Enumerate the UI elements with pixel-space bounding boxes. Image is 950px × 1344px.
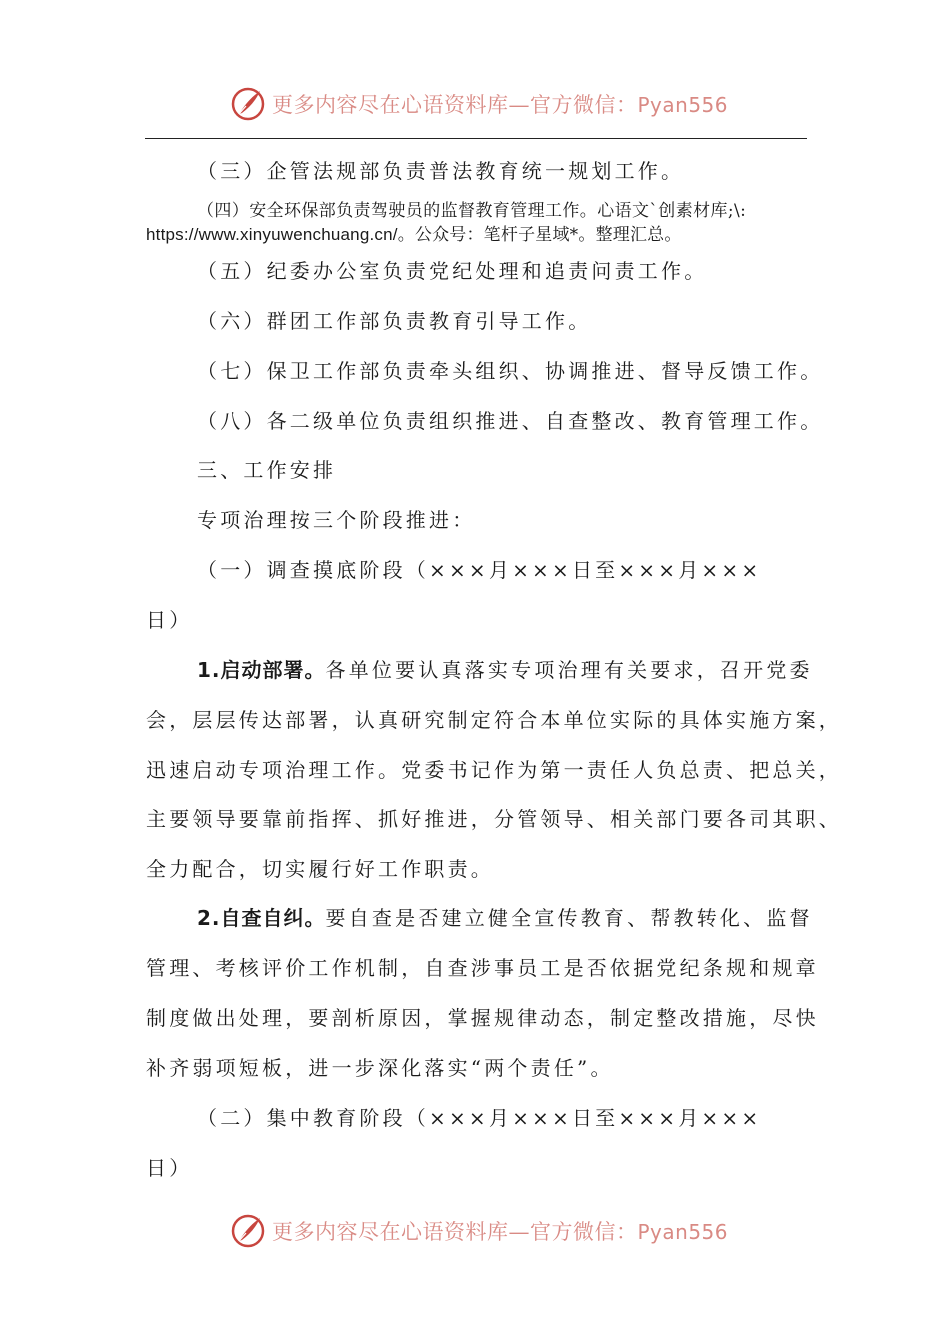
paragraph-line: 迅速启动专项治理工作。党委书记作为第一责任人负总责、把总关，	[146, 758, 842, 782]
paragraph-line: 制度做出处理，要剖析原因，掌握规律动态，制定整改措施，尽快	[146, 1006, 819, 1030]
text-line: https://www.xinyuwenchuang.cn/。公众号：笔杆子星域*。整理汇总。	[146, 225, 682, 245]
paragraph-line: 全力配合，切实履行好工作职责。	[146, 857, 494, 881]
paragraph-lead: 2.自查自纠。	[197, 906, 326, 930]
text-line: （八）各二级单位负责组织推进、自查整改、教育管理工作。	[197, 409, 824, 433]
text-line: （三）企管法规部负责普法教育统一规划工作。	[197, 159, 685, 183]
banner-text: 更多内容尽在心语资料库—官方微信：Pyan556	[272, 93, 729, 117]
paragraph-line: 1.启动部署。各单位要认真落实专项治理有关要求，召开党委	[197, 658, 813, 682]
text-line: （一）调查摸底阶段（×××月×××日至×××月×××	[197, 558, 762, 582]
paragraph-line: 2.自查自纠。要自查是否建立健全宣传教育、帮教转化、监督	[197, 906, 813, 930]
text-line: （四）安全环保部负责驾驶员的监督教育管理工作。心语文`创素材库;\:	[197, 201, 747, 221]
banner-text: 更多内容尽在心语资料库—官方微信：Pyan556	[272, 1220, 729, 1244]
section-heading: 三、工作安排	[197, 458, 337, 482]
paragraph-lead: 1.启动部署。	[197, 658, 326, 682]
quill-logo-icon	[230, 86, 266, 122]
header-divider	[145, 138, 807, 139]
header-banner	[230, 82, 728, 126]
text-line: （七）保卫工作部负责牵头组织、协调推进、督导反馈工作。	[197, 359, 824, 383]
text-line: 日）	[146, 608, 193, 632]
paragraph-line: 会，层层传达部署，认真研究制定符合本单位实际的具体实施方案，	[146, 708, 842, 732]
url-text: https://www.xinyuwenchuang.cn/	[146, 225, 398, 244]
text-line: 专项治理按三个阶段推进：	[197, 508, 476, 532]
text-line: （六）群团工作部负责教育引导工作。	[197, 309, 592, 333]
quill-logo-icon	[230, 1213, 266, 1249]
paragraph-line: 管理、考核评价工作机制，自查涉事员工是否依据党纪条规和规章	[146, 956, 819, 980]
paragraph-line: 主要领导要靠前指挥、抓好推进，分管领导、相关部门要各司其职、	[146, 807, 842, 831]
text-line: （五）纪委办公室负责党纪处理和追责问责工作。	[197, 259, 708, 283]
paragraph-line: 补齐弱项短板，进一步深化落实“两个责任”。	[146, 1056, 614, 1080]
text-line: （二）集中教育阶段（×××月×××日至×××月×××	[197, 1106, 762, 1130]
text-line: 日）	[146, 1156, 193, 1180]
footer-banner	[230, 1209, 728, 1253]
